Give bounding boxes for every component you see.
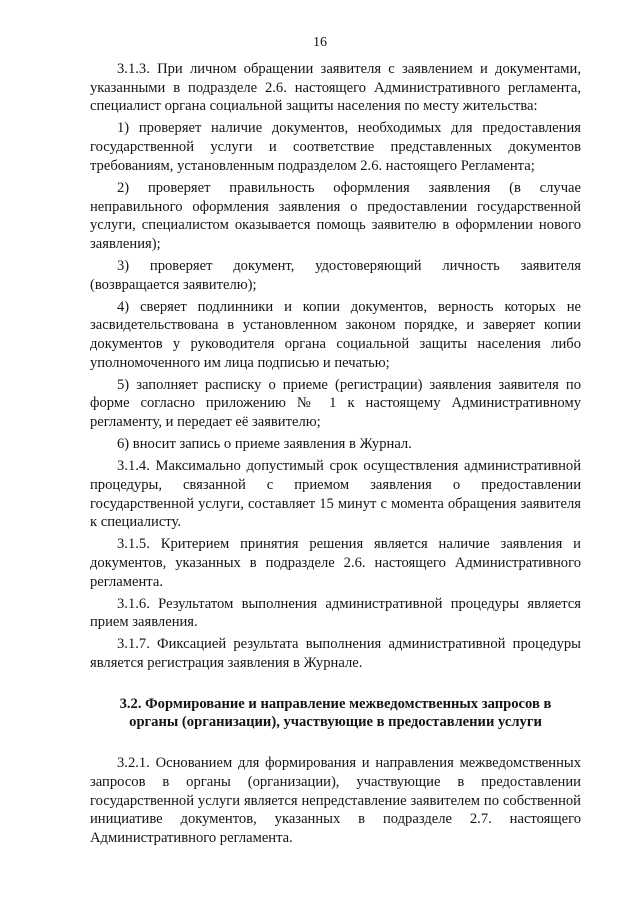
list-item-3: 3) проверяет документ, удостоверяющий личность заявителя (возвращается заявителю); (90, 257, 581, 293)
list-item-5: 5) заполняет расписку о приеме (регистрации) заявления заявителя по форме согласно приложению № 1 к настоящему Административному регламенту, и передает её заявителю; (90, 376, 581, 431)
paragraph-3-1-4: 3.1.4. Максимально допустимый срок осуществления административной процедуры, связанной с приемом заявления о предоставлении государственной услуги, составляет 15 минут с момента обращения заявителя к специалисту. (90, 458, 581, 531)
paragraph-3-1-3: 3.1.3. При личном обращении заявителя с заявлением и документами, указанными в подразделе 2.6. настоящего Административного регламента, специалист органа социальной защиты населения по месту жительства: (90, 61, 581, 115)
paragraph-3-1-5: 3.1.5. Критерием принятия решения является наличие заявления и документов, указанных в подразделе 2.6. настоящего Административного регламента. (90, 536, 581, 590)
paragraph-3-1-6: 3.1.6. Результатом выполнения административной процедуры является прием заявления. (90, 595, 581, 631)
list-item-2: 2) проверяет правильность оформления заявления (в случае неправильного оформления заявления о предоставлении государственной услуги, специалистом оказывается помощь заявителю в оформлении нового заявления); (90, 179, 581, 252)
section-heading-line-1: 3.2. Формирование и направление межведомственных запросов в (119, 695, 552, 712)
page-number: 16 (313, 35, 327, 50)
section-heading-line-2: органы (организации), участвующие в предоставлении услуги (129, 714, 542, 731)
paragraph-3-2-1: 3.2.1. Основанием для формирования и направления межведомственных запросов в органы (организации), участвующие в предоставлении государственной услуги является непредставление заявителем по собственной инициативе документов, указанных в подразделе 2.7. настоящего Административного регламента. (90, 755, 581, 846)
section-heading-3-2 (90, 695, 581, 732)
list-item-4: 4) сверяет подлинники и копии документов, верность которых не засвидетельствована в установленном законом порядке, и заверяет копии документов у руководителя органа социальной защиты населения либо уполномоченного им лица подписью и печатью; (90, 298, 581, 371)
paragraph-3-1-7: 3.1.7. Фиксацией результата выполнения административной процедуры является регистрация заявления в Журнале. (90, 636, 581, 672)
list-item-1: 1) проверяет наличие документов, необходимых для предоставления государственной услуги и соответствие представленных документов требованиям, установленным подразделом 2.6. настоящего Регламента; (90, 120, 581, 174)
list-item-6: 6) вносит запись о приеме заявления в Журнал. (117, 436, 412, 453)
document-body (90, 60, 581, 851)
